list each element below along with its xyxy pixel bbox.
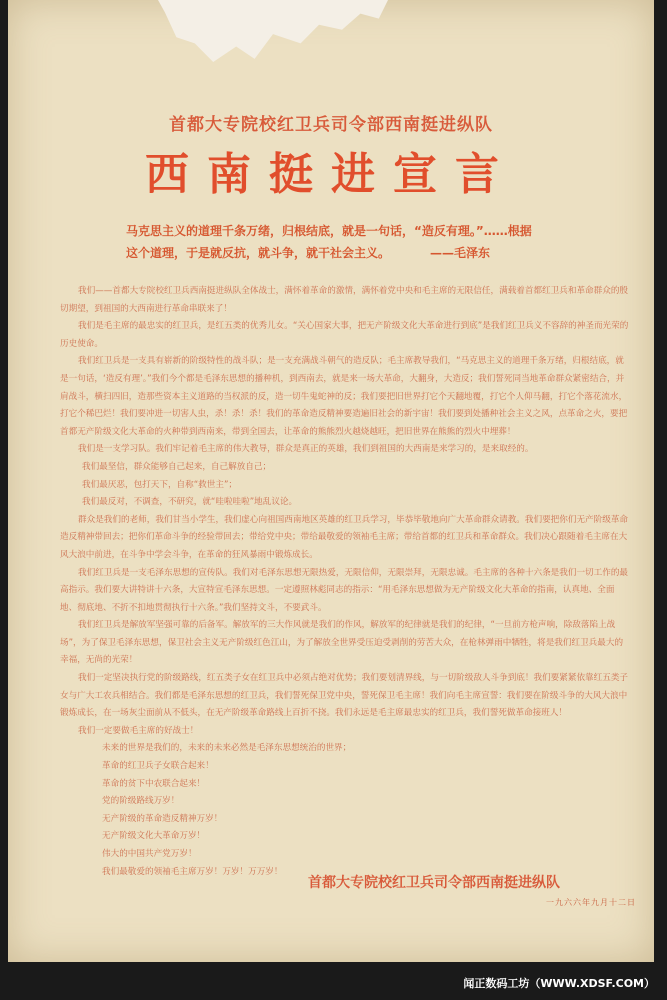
watermark-text: 闻正数码工坊（WWW.XDSF.COM） xyxy=(463,977,655,990)
slogan-list xyxy=(60,740,630,881)
paragraph-4: 我们是一支学习队。我们牢记着毛主席的伟大教导，群众是真正的英雄，我们到祖国的大西南是来学习的，是来取经的。 xyxy=(78,444,534,455)
list-item: 伟大的中国共产党万岁！ xyxy=(102,849,197,859)
page-title: 西南挺进宣言 xyxy=(145,149,517,200)
mao-quote xyxy=(126,220,566,264)
list-item: 无产阶级的革命造反精神万岁！ xyxy=(102,813,223,824)
header-org: 首都大专院校红卫兵司令部西南挺进纵队 xyxy=(169,115,493,135)
signature-date: 一九六六年九月十二日 xyxy=(546,898,636,907)
paragraph-2: 我们是毛主席的最忠实的红卫兵，是红五类的优秀儿女。“关心国家大事，把无产阶级文化大革命进行到底”是我们红卫兵义不容辞的神圣而光荣的历史使命。 xyxy=(60,321,629,349)
slogan-1: 我们最坚信，群众能够自己起来，自己解放自己； xyxy=(82,461,272,472)
quote-author: ——毛泽东 xyxy=(430,246,491,260)
list-item: 党的阶级路线万岁！ xyxy=(102,796,180,807)
list-item: 革命的红卫兵子女联合起来！ xyxy=(102,761,214,772)
list-item: 无产阶级文化大革命万岁！ xyxy=(102,831,206,842)
declaration-body xyxy=(60,283,630,881)
quote-line-1: 马克思主义的道理千条万绪，归根结底，就是一句话，“造反有理。”……根据 xyxy=(126,224,532,238)
signature-org: 首都大专院校红卫兵司令部西南挺进纵队 xyxy=(308,875,560,891)
paragraph-7: 我们红卫兵是解放军坚强可靠的后备军。解放军的三大作风就是我们的作风，解放军的纪律就是我们的纪律，“一旦前方枪声响，除敌落陷上战场”，为了保卫毛泽东思想，保卫社会主义无产阶级红色江山，为了解放全世界受压迫受剥削的劳苦大众，在枪林弹雨中牺牲，将是我们红卫兵最大的幸福，无尚的光荣！ xyxy=(60,620,624,666)
quote-line-2 xyxy=(126,242,566,264)
paragraph-5: 群众是我们的老师，我们甘当小学生，我们虚心向祖国西南地区英雄的红卫兵学习，毕恭毕敬地向广大革命群众请教。我们要把你们无产阶级革命造反精神带回去；把你们革命斗争的经验带回去；带给党中央；带给最敬爱的领袖毛主席；带给首都的红卫兵和革命群众。我们决心跟随着毛主席在大风大浪中前进，在斗争中学会斗争，在革命的狂风暴雨中锻炼成长。 xyxy=(60,514,629,560)
slogan-3: 我们最反对，不调查，不研究，就“哇啦哇啦”地乱议论。 xyxy=(82,497,298,508)
list-item: 我们最敬爱的领袖毛主席万岁！万岁！万万岁！ xyxy=(102,866,283,877)
slogan-2: 我们最厌恶，包打天下，自称“救世主”； xyxy=(82,479,237,490)
torn-corner xyxy=(158,0,388,62)
paragraph-6: 我们红卫兵是一支毛泽东思想的宣传队。我们对毛泽东思想无限热爱，无限信仰，无限崇拜，无限忠诚。毛主席的各种十六条是我们一切工作的最高指示。我们要大讲特讲十六条，大宣特宣毛泽东思想。一定遵照林彪同志的指示：“用毛泽东思想做为无产阶级文化大革命的指南，认真地、全面地、彻底地、不折不扣地贯彻执行十六条。”我们坚持文斗，不要武斗。 xyxy=(60,567,629,613)
paragraph-1: 我们——首都大专院校红卫兵西南挺进纵队全体战士，满怀着革命的激情，满怀着党中央和毛主席的无限信任，满载着首都红卫兵和革命群众的殷切期望，到祖国的大西南进行革命串联来了！ xyxy=(60,286,629,314)
paragraph-8: 我们一定坚决执行党的阶级路线，红五类子女在红卫兵中必须占绝对优势；我们要划清界线，与一切阶级敌人斗争到底！我们要紧紧依靠红五类子女与广大工农兵相结合。我们都是毛泽东思想的红卫兵，我们誓死保卫党中央，誓死保卫毛主席！我们向毛主席宣誓：我们要在阶级斗争的大风大浪中锻炼成长，在一场灰尘面前从不低头，在无产阶级革命路线上百折不挠。我们永远是毛主席最忠实的红卫兵，我们誓死做革命接班人！ xyxy=(60,673,629,719)
paragraph-9: 我们一定要做毛主席的好战士！ xyxy=(78,725,199,736)
quote-line-2-text: 这个道理，于是就反抗，就斗争，就干社会主义。 xyxy=(126,246,391,260)
list-item: 革命的贫下中农联合起来！ xyxy=(102,778,206,789)
poster-sheet xyxy=(8,0,654,962)
paragraph-3: 我们红卫兵是一支具有崭新的阶级特性的战斗队；是一支充满战斗朝气的造反队；毛主席教导我们，“马克思主义的道理千条万绪，归根结底，就是一句话，‘造反有理’。”我们今个都是毛泽东思想的播种机，到西南去，就是来一场大革命，大翻身，大造反；我们誓死同当地革命群众紧密结合，并肩战斗，横扫四旧，造那些资本主义道路的当权派的反，造一切牛鬼蛇神的反；我们要把旧世界打它个天翻地覆，打它个人仰马翻，打它个落花流水，打它个稀巴烂！我们要冲进一切害人虫，杀！杀！杀！我们的革命造反精神要造遍旧社会的新宇宙！我们要到处播种社会主义之风，点革命之火，要把首都无产阶级文化大革命的火种带到西南来，带到全国去，让革命的熊熊烈火越烧越旺，把旧世界在熊熊的烈火中埋葬！ xyxy=(60,356,628,437)
list-item: 未来的世界是我们的，未来的未来必然是毛泽东思想统治的世界； xyxy=(102,743,352,754)
